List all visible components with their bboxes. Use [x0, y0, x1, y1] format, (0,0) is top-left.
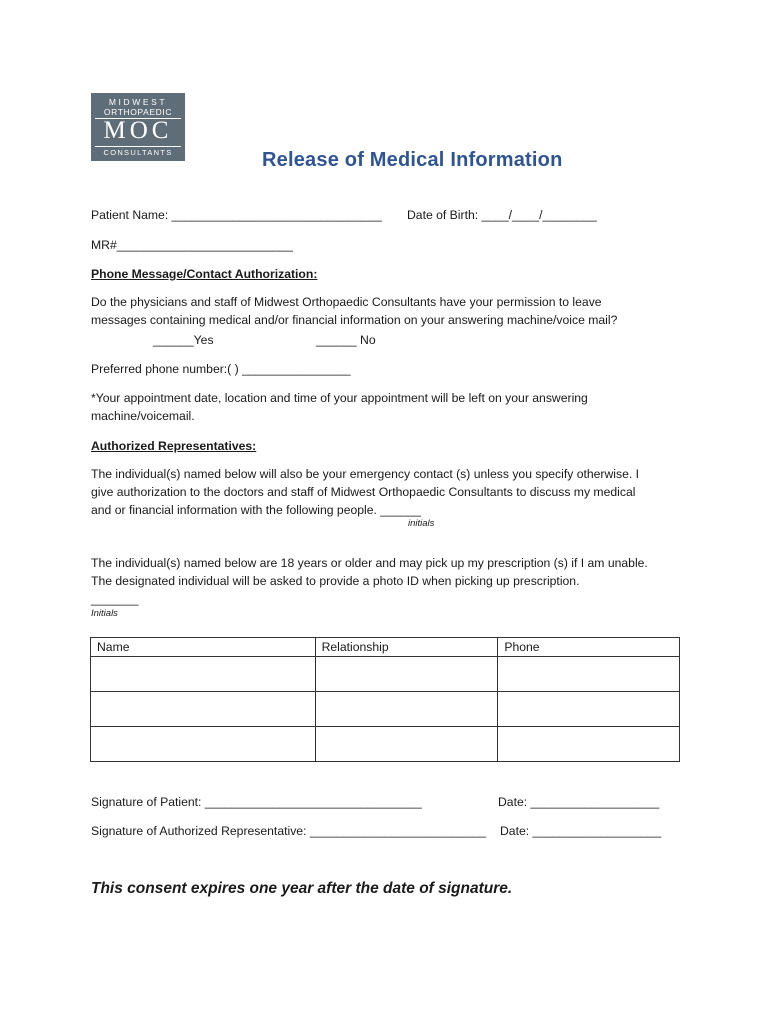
reps-para2-line-1: The individual(s) named below are 18 years or older and may pick up my prescription (s) if I am unable. — [91, 556, 648, 570]
relationship-cell[interactable] — [315, 727, 498, 762]
table-row — [91, 727, 680, 762]
date-of-birth-field[interactable]: Date of Birth: ____/____/________ — [407, 208, 597, 222]
header-relationship: Relationship — [315, 638, 498, 657]
yes-option-blank[interactable]: ______Yes — [153, 333, 214, 347]
patient-signature-field[interactable]: Signature of Patient: ________________________________ — [91, 795, 422, 809]
logo-line-moc: MOC — [103, 117, 173, 144]
header-name: Name — [91, 638, 316, 657]
phone-cell[interactable] — [498, 657, 680, 692]
initials-blank-2[interactable]: _______ — [91, 592, 139, 606]
no-option-blank[interactable]: ______ No — [316, 333, 376, 347]
relationship-cell[interactable] — [315, 657, 498, 692]
phone-question-line-1: Do the physicians and staff of Midwest Orthopaedic Consultants have your permission to leave — [91, 295, 602, 309]
patient-signature-date[interactable]: Date: ___________________ — [498, 795, 660, 809]
table-row — [91, 657, 680, 692]
header-phone: Phone — [498, 638, 680, 657]
preferred-phone-field[interactable]: Preferred phone number:( ) ________________ — [91, 362, 351, 376]
authorized-representatives-heading: Authorized Representatives: — [91, 439, 257, 453]
name-cell[interactable] — [91, 692, 316, 727]
phone-cell[interactable] — [498, 727, 680, 762]
company-logo — [91, 93, 185, 161]
phone-question-line-2: messages containing medical and/or financial information on your answering machine/voice mail? — [91, 313, 618, 327]
logo-line-midwest: MIDWEST — [108, 97, 168, 107]
logo-line-consultants: CONSULTANTS — [103, 148, 173, 157]
representative-signature-field[interactable]: Signature of Authorized Representative: __________________________ — [91, 824, 487, 838]
table-header-row — [91, 638, 680, 657]
reps-para2-line-2: The designated individual will be asked to provide a photo ID when picking up prescription. — [91, 574, 580, 588]
consent-expiration-note: This consent expires one year after the date of signature. — [91, 880, 513, 897]
logo-line-orthopaedic: ORTHOPAEDIC — [103, 107, 173, 117]
name-cell[interactable] — [91, 727, 316, 762]
table-row — [91, 692, 680, 727]
phone-authorization-heading: Phone Message/Contact Authorization: — [91, 267, 318, 281]
voicemail-note-line-1: *Your appointment date, location and time of your appointment will be left on your answering — [91, 391, 588, 405]
initials-label-2: Initials — [91, 608, 118, 619]
relationship-cell[interactable] — [315, 692, 498, 727]
reps-para1-line-1: The individual(s) named below will also be your emergency contact (s) unless you specify otherwise. I — [91, 467, 640, 481]
reps-para1-line-3[interactable]: and or financial information with the following people. ______ — [91, 503, 421, 517]
voicemail-note-line-2: machine/voicemail. — [91, 409, 195, 423]
logo-divider-bottom — [95, 146, 181, 147]
reps-para1-line-2: give authorization to the doctors and staff of Midwest Orthopaedic Consultants to discuss my medical — [91, 485, 636, 499]
phone-cell[interactable] — [498, 692, 680, 727]
initials-label-1: initials — [408, 518, 435, 529]
page-title: Release of Medical Information — [262, 149, 563, 171]
mr-number-field[interactable]: MR#__________________________ — [91, 238, 293, 252]
representatives-table — [90, 637, 680, 762]
representative-signature-date[interactable]: Date: ___________________ — [500, 824, 662, 838]
patient-name-field[interactable]: Patient Name: _______________________________ — [91, 208, 382, 222]
name-cell[interactable] — [91, 657, 316, 692]
